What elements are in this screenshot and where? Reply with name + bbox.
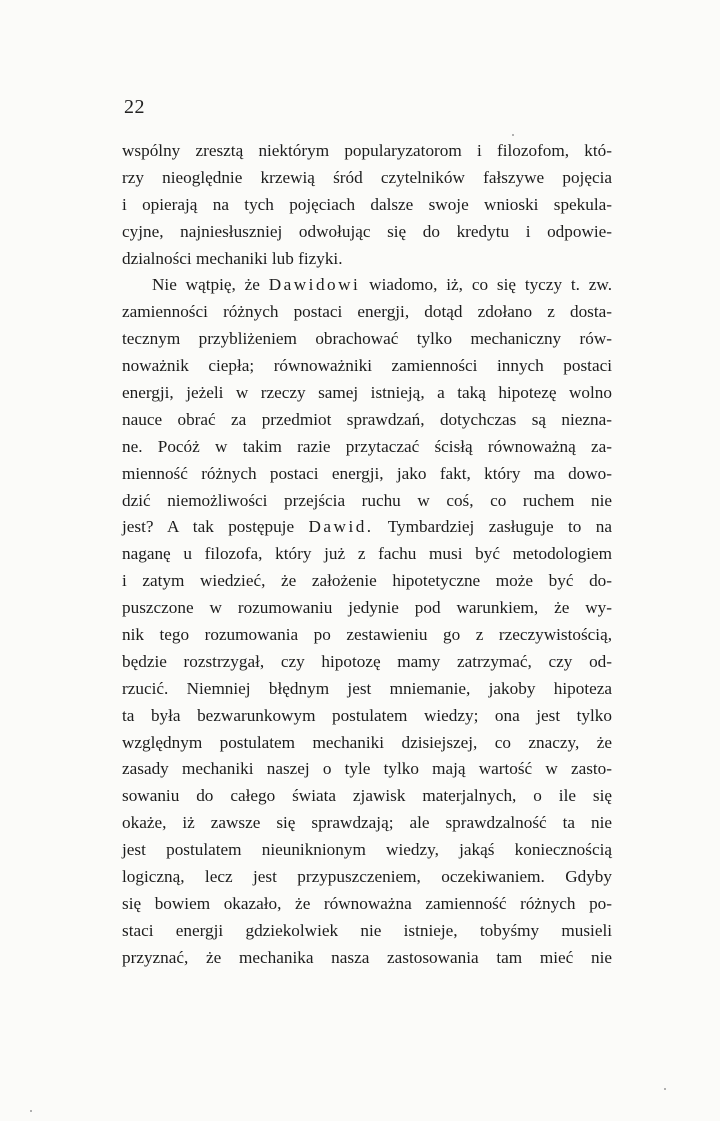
text-line: nauce obrać za przedmiot sprawdzań, dotychczas są niezna-	[122, 409, 612, 429]
text-line: logiczną, lecz jest przypuszczeniem, oczekiwaniem. Gdyby	[122, 867, 612, 887]
spaced-name: Dawid.	[308, 517, 374, 537]
text-line: energji, jeżeli w rzeczy samej istnieją, a taką hipotezę wolno	[122, 383, 612, 403]
text-line: i opierają na tych pojęciach dalsze swoje wnioski spekula-	[122, 194, 612, 214]
text-line: ta była bezwarunkowym postulatem wiedzy; ona jest tylko	[122, 705, 612, 725]
paragraph-first-line	[122, 272, 612, 299]
text-line: naganę u filozofa, który już z fachu musi być metodologiem	[122, 544, 612, 564]
text-line: dzialności mechaniki lub fizyki.	[122, 248, 343, 268]
text-line: cyjne, najniesłuszniej odwołując się do kredytu i odpowie-	[122, 221, 612, 241]
text-fragment: jest? A tak postępuje	[122, 517, 295, 537]
text-line: staci energji gdziekolwiek nie istnieje, tobyśmy musieli	[122, 920, 612, 940]
text-line: i zatym wiedzieć, że założenie hipotetyczne może być do-	[122, 571, 612, 591]
page-number: 22	[124, 96, 145, 118]
text-line: rzy nieoględnie krzewią śród czytelników fałszywe pojęcia	[122, 167, 612, 187]
text-line: zamienności różnych postaci energji, dotąd zdołano z dosta-	[122, 302, 612, 322]
text-line: sowaniu do całego świata zjawisk materjalnych, o ile się	[122, 786, 612, 806]
text-line: noważnik ciepła; równoważniki zamienności innych postaci	[122, 356, 612, 376]
text-line: ne. Pocóż w takim razie przytaczać ścisłą równoważną za-	[122, 436, 612, 456]
text-line: będzie rozstrzygał, czy hipotozę mamy zatrzymać, czy od-	[122, 651, 612, 671]
text-line: mienność różnych postaci energji, jako fakt, który ma dowo-	[122, 463, 612, 483]
text-line-with-name	[122, 514, 612, 541]
text-line: jest postulatem nieuniknionym wiedzy, jakąś koniecznością	[122, 840, 612, 860]
text-line: nik tego rozumowania po zestawieniu go z rzeczywistością,	[122, 625, 612, 645]
text-fragment: wiadomo, iż, co się tyczy t. zw.	[369, 275, 613, 295]
text-line: dzić niemożliwości przejścia ruchu w coś, co ruchem nie	[122, 490, 612, 510]
text-line: tecznym przybliżeniem obrachować tylko mechaniczny rów-	[122, 329, 612, 349]
text-line: względnym postulatem mechaniki dzisiejszej, co znaczy, że	[122, 732, 612, 752]
text-line: przyznać, że mechanika nasza zastosowania tam mieć nie	[122, 947, 612, 967]
text-line: zasady mechaniki naszej o tyle tylko mają wartość w zasto-	[122, 759, 612, 779]
text-fragment: Tymbardziej zasługuje to na	[387, 517, 612, 537]
scan-speck	[512, 134, 514, 136]
text-line: okaże, iż zawsze się sprawdzają; ale sprawdzalność ta nie	[122, 813, 612, 833]
text-line: puszczone w rozumowaniu jedynie pod warunkiem, że wy-	[122, 598, 612, 618]
text-fragment: Nie wątpię, że	[152, 275, 260, 295]
text-line: wspólny zresztą niektórym popularyzatorom i filozofom, któ-	[122, 141, 612, 160]
scan-speck	[30, 1110, 32, 1112]
text-line: się bowiem okazało, że równoważna zamienność różnych po-	[122, 893, 612, 913]
scan-speck	[664, 1088, 666, 1090]
text-line: rzucić. Niemniej błędnym jest mniemanie, jakoby hipoteza	[122, 678, 612, 698]
body-text	[122, 138, 612, 972]
spaced-name: Dawidowi	[268, 275, 361, 295]
